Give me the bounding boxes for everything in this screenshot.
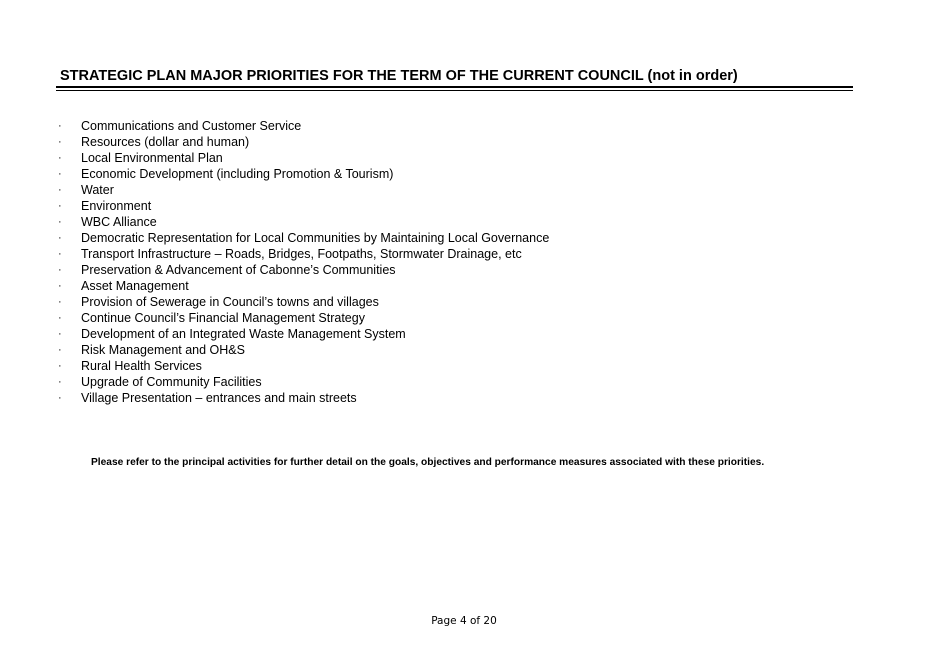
bullet-icon: · [58,232,62,244]
priority-item-text: Village Presentation – entrances and main streets [81,391,357,405]
priority-item-text: Environment [81,199,152,213]
bullet-icon: · [58,168,62,180]
priority-item-text: WBC Alliance [81,215,157,229]
bullet-icon: · [58,264,62,276]
bullet-icon: · [58,152,62,164]
priority-item-text: Economic Development (including Promotion & Tourism) [81,167,394,181]
priority-item-text: Provision of Sewerage in Council’s towns and villages [81,295,379,309]
priority-item-text: Communications and Customer Service [81,119,302,133]
heading-underline-thick [56,86,853,88]
bullet-icon: · [58,296,62,308]
priority-item-text: Asset Management [81,279,189,293]
bullet-icon: · [58,344,62,356]
reference-note: Please refer to the principal activities for further detail on the goals, objectives and performance measures associated with these priorities. [91,457,765,468]
priority-item-text: Transport Infrastructure – Roads, Bridges, Footpaths, Stormwater Drainage, etc [81,247,522,261]
bullet-icon: · [58,312,62,324]
priority-item-text: Risk Management and OH&S [81,343,245,357]
bullet-icon: · [58,392,62,404]
page-number: Page 4 of 20 [431,615,497,627]
bullet-icon: · [58,328,62,340]
bullet-icon: · [58,120,62,132]
bullet-icon: · [58,280,62,292]
bullet-icon: · [58,184,62,196]
priority-item-text: Preservation & Advancement of Cabonne’s Communities [81,263,396,277]
priority-item-text: Local Environmental Plan [81,151,223,165]
priority-item-text: Water [81,183,114,197]
priority-item-text: Upgrade of Community Facilities [81,375,262,389]
bullet-icon: · [58,216,62,228]
priority-item-text: Development of an Integrated Waste Management System [81,327,406,341]
priority-item-text: Resources (dollar and human) [81,135,250,149]
bullet-icon: · [58,136,62,148]
page-heading: STRATEGIC PLAN MAJOR PRIORITIES FOR THE TERM OF THE CURRENT COUNCIL (not in order) [60,68,738,84]
priority-item-text: Democratic Representation for Local Communities by Maintaining Local Governance [81,231,550,245]
bullet-icon: · [58,248,62,260]
heading-underline-thin [56,90,853,91]
bullet-icon: · [58,376,62,388]
bullet-icon: · [58,360,62,372]
priority-item-text: Continue Council’s Financial Management Strategy [81,311,365,325]
priority-item-text: Rural Health Services [81,359,202,373]
bullet-icon: · [58,200,62,212]
